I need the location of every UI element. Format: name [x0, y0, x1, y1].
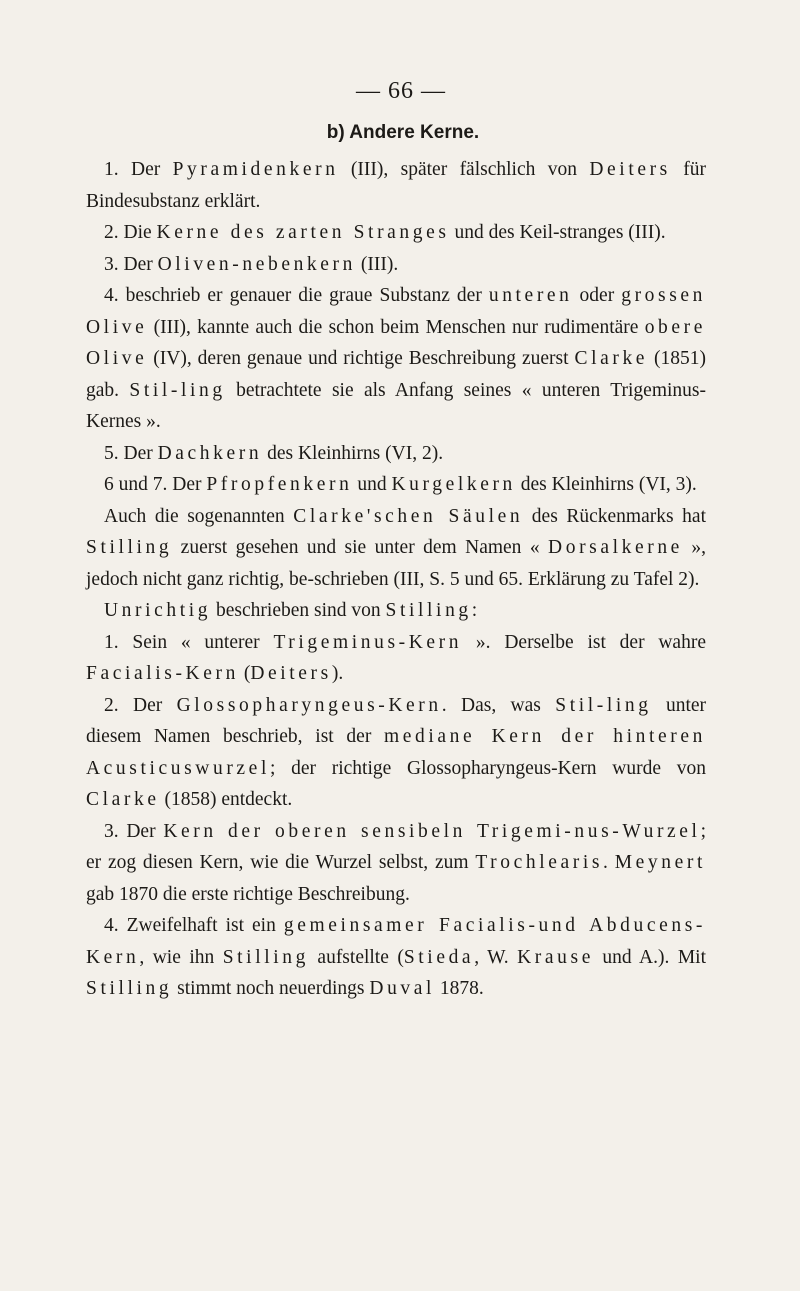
- text-run: , wie ihn: [139, 946, 223, 968]
- paragraph: [86, 816, 706, 911]
- spaced-emphasis-text: Pyramidenkern: [172, 159, 339, 180]
- paragraph: [86, 280, 706, 438]
- spaced-emphasis-text: Dachkern: [157, 442, 263, 464]
- spaced-emphasis-text: Trochlearis: [475, 852, 604, 873]
- text-run: 3. Der: [104, 253, 158, 275]
- text-run: und des Keil-stranges (III).: [449, 222, 666, 243]
- body-text: [86, 154, 706, 1005]
- text-run: », jedoch nicht ganz richtig, be-schrieben (III, S. 5 und 65. Erklärung zu Tafel 2).: [86, 537, 707, 590]
- text-run: aufstellte (: [308, 946, 404, 968]
- spaced-emphasis-text: Stil-ling: [129, 379, 226, 401]
- spaced-emphasis-text: Clarke: [86, 789, 160, 810]
- spaced-emphasis-text: obere Olive: [86, 316, 706, 369]
- text-run: des Kleinhirns (VI, 3).: [515, 474, 697, 495]
- spaced-emphasis-text: Stilling: [86, 978, 173, 999]
- text-run: 4. Zweifelhaft ist ein: [104, 915, 284, 936]
- section-heading: b) Andere Kerne.: [326, 122, 480, 143]
- spaced-emphasis-text: Kurgelkern: [391, 474, 516, 495]
- text-run: . Das, was: [441, 694, 556, 716]
- text-run: (: [238, 663, 251, 684]
- text-run: oder: [572, 285, 622, 306]
- text-run: betrachtete sie als Anfang seines « unteren Trigeminus-Kernes ».: [86, 379, 707, 432]
- spaced-emphasis-text: Pfropfenkern: [206, 474, 353, 495]
- paragraph: [86, 501, 706, 596]
- paragraph: [86, 249, 706, 281]
- spaced-emphasis-text: Clarke: [574, 348, 649, 369]
- text-run: ; er zog diesen Kern, wie die Wurzel selbst, zum: [86, 820, 706, 873]
- text-run: 6 und 7. Der: [104, 474, 207, 495]
- text-run: für Bindesubstanz erklärt.: [86, 159, 706, 212]
- spaced-emphasis-text: Duval: [369, 978, 436, 999]
- spaced-emphasis-text: Trigeminus-Kern: [273, 631, 463, 653]
- spaced-emphasis-text: Stil-ling: [555, 694, 652, 716]
- paragraph: [86, 154, 706, 217]
- text-run: (IV), deren genaue und richtige Beschreibung zuerst: [147, 348, 575, 369]
- spaced-emphasis-text: Meynert: [614, 852, 706, 873]
- text-run: 1. Sein « unterer: [104, 631, 274, 653]
- spaced-emphasis-text: Stieda: [403, 946, 475, 968]
- spaced-emphasis-text: Stilling: [385, 600, 472, 621]
- text-run: zuerst gesehen und sie unter dem Namen «: [172, 537, 549, 558]
- text-run: 1. Der: [104, 159, 173, 180]
- spaced-emphasis-text: Deiters: [250, 663, 332, 684]
- spaced-emphasis-text: Clarke'schen Säulen: [293, 505, 524, 527]
- paragraph: [86, 627, 706, 690]
- paragraph: [86, 217, 706, 249]
- text-run: (1858) entdeckt.: [159, 789, 293, 810]
- text-run: ; der richtige Glossopharyngeus-Kern wurde von: [269, 757, 706, 779]
- spaced-emphasis-text: Dorsalkerne: [548, 537, 683, 558]
- paragraph: [86, 438, 706, 470]
- text-run: des Rückenmarks hat: [523, 505, 706, 527]
- book-page: [86, 76, 706, 1005]
- text-run: unter diesem Namen beschrieb, ist der: [86, 694, 707, 747]
- text-run: 3. Der: [104, 820, 164, 842]
- spaced-emphasis-text: Stilling: [222, 946, 309, 968]
- text-run: (III), später fälschlich von: [338, 159, 590, 180]
- spaced-emphasis-text: Kerne des zarten Stranges: [156, 222, 450, 243]
- text-run: und A.). Mit: [593, 946, 707, 968]
- spaced-emphasis-text: Facialis-Kern: [86, 663, 239, 684]
- paragraph: [86, 910, 706, 1005]
- text-run: 2. Der: [104, 694, 177, 716]
- text-run: ». Derselbe ist der wahre: [462, 631, 706, 653]
- text-run: des Kleinhirns (VI, 2).: [262, 442, 444, 464]
- text-run: 1878.: [435, 978, 484, 999]
- text-run: Auch die sogenannten: [104, 505, 294, 527]
- spaced-emphasis-text: mediane Kern der hinteren Acusticuswurzel: [86, 726, 706, 779]
- text-run: :: [471, 600, 478, 621]
- text-run: 5. Der: [104, 442, 158, 464]
- text-run: .: [603, 852, 615, 873]
- text-run: gab 1870 die erste richtige Beschreibung.: [86, 883, 410, 905]
- text-run: stimmt noch neuerdings: [172, 978, 370, 999]
- spaced-emphasis-text: Kern der oberen sensibeln Trigemi-nus-Wurzel: [163, 820, 701, 842]
- spaced-emphasis-text: Deiters: [589, 159, 671, 180]
- spaced-emphasis-text: Glossopharyngeus-Kern: [176, 694, 442, 716]
- paragraph: [86, 469, 706, 501]
- text-run: (1851) gab.: [86, 348, 706, 401]
- spaced-emphasis-text: Krause: [517, 946, 594, 968]
- paragraph: [86, 690, 706, 816]
- spaced-emphasis-text: Unrichtig: [104, 600, 212, 621]
- spaced-emphasis-text: grossen Olive: [86, 285, 706, 338]
- text-run: 4. beschrieb er genauer die graue Substanz der: [104, 285, 489, 306]
- spaced-emphasis-text: Oliven-nebenkern: [157, 253, 356, 275]
- text-run: (III), kannte auch die schon beim Menschen nur rudimentäre: [147, 316, 645, 338]
- text-run: 2. Die: [104, 222, 157, 243]
- text-run: und: [352, 474, 392, 495]
- spaced-emphasis-text: unteren: [488, 285, 573, 306]
- text-run: (III).: [355, 253, 399, 275]
- spaced-emphasis-text: Stilling: [86, 537, 173, 558]
- text-run: ).: [331, 663, 344, 684]
- paragraph: [86, 595, 706, 627]
- text-run: beschrieben sind von: [211, 600, 386, 621]
- spaced-emphasis-text: gemeinsamer Facialis-und Abducens-Kern: [86, 915, 706, 968]
- page-number: — 66 —: [356, 78, 446, 104]
- text-run: , W.: [474, 946, 518, 968]
